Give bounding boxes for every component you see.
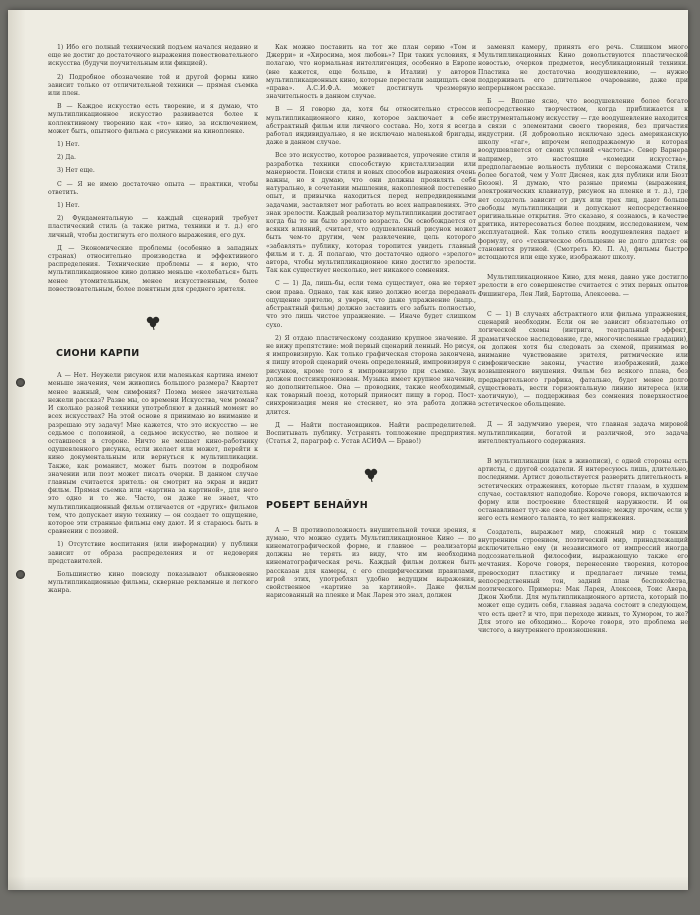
paragraph: Мультипликационное Кино, для меня, давно уже достигло зрелости в его совершенстве считается с этих первых опытов Фишингера, Лен Лий, Бартоша, Алексеева. — — [478, 274, 688, 298]
paragraph: Большинство кино повсюду показывают обыкновенно мультипликационные фильмы, скверные рекламные и легкого жанра. — [48, 570, 258, 595]
clover-ornament-icon — [341, 466, 401, 482]
paragraph: Б — Вполне ясно, что воодушевление более богато непосредственно творчеством, когда приближается к инструментальному искусству — где воодушевление находится в связи с элементами своего творения, без причастия индустрии. (Я добровольно исключаю здесь американскую школу «гаг», впрочем неподражаемую и которая воодушевляется от своих условий «частоты». Север Варнера например, это настоящие «комедии искусства», предполагаемые вольность публики с персонажами Стиля, более богатой, чем у Уолт Диснея, как для публики или Бюзт Бюзон). Я думаю, что разные приемы (выражения, электронических клавиатур, рисунок на пленке и т. д.), где нет создатель зависит от двух или трех лиц, дают больше свободы мультипликации и допускают непосредственное оригинальные открытия. Это сказано, я сознаюсь, в качестве критика, интересоваться более поздним, исследованием, чем эксплуатацией. Как только стиль воодушевления падает в формулу, его «техническое обольщение не долго длится: он становится рутиной. (Смотреть Ю. П. А), фильмы быстро истощаются или еще хуже, изображают школу. — [478, 98, 688, 262]
paragraph: 1) Нет. — [57, 141, 80, 149]
section-heading-robert-benayoun: РОБЕРТ БЕНАЙУН — [266, 500, 368, 512]
page-binding-edge — [8, 10, 26, 890]
paragraph: 3) Нет еще. — [57, 167, 95, 175]
paragraph: 2) Я отдаю пластическому созданию крупное значение. Я не вижу препятствие: мой первый сценарий ленный. Но рисуя, я импровизирую. Как только графическая сторона закончена, я пишу второй сценарий очень определенный, импровизируя с рисунков, кроме того я импровизирую при съемке. Звук должен постсинхронизован. Музыка имеет крупное значение, но дополнительное. Она — проводник, также необходимый, как товарный поезд, который приносит пищу в город. Пост-синхронизация меня не стесняет, но эта работа должна длится. — [266, 334, 476, 416]
paragraph: Д — Найти постановщиков. Найти распределителей. Воспитывать публику. Устранять топложение предприятия. (Статья 2, параграф с. Устав АСИФА — Браво!) — [266, 421, 476, 446]
paragraph: Д — Экономические проблемы (особенно в западных странах) относительно производства и эффективного распределения. Технические проблемы — я верю, что мультипликационное кино должно меньше «колебаться» быть менее утомительным, менее искусственным, более повествовательным, более понятным для среднего зрителя. — [48, 244, 258, 293]
paragraph: С — 1) Да, лишь-бы, если тема существует, она не теряет свои права. Однако, так как кино должно всегда передавать ощущение зрителю, я уверен, что даже упражнение (напр., абстрактный фильм) должно заставить его забыть полностью, что это лишь чистое упражнение. — Иначе будет слишком сухо. — [266, 280, 476, 329]
paragraph: С — Я не имею достаточно опыта — практики, чтобы ответить. — [48, 180, 258, 196]
page-bottom-shadow — [8, 876, 688, 890]
clover-ornament-icon — [123, 314, 183, 330]
paragraph: В мультипликации (как в живописи), с одной стороны есть артисты, с другой создатели. Я интересуюсь лишь, длительно, последними. Артист довольствуется разверить длительность в эстетических отражениях, которые льстят глазам, в худшем случае, составляют наподобие. Короче говоря, включаются в форму или построение блестящей наружности. И он останавливает тут-же свое напряжение; между прочим, если у него есть немного таланта, то нет напряжения. — [478, 457, 688, 523]
paragraph: В — Я говорю да, хотя бы относительно стрессов мультипликационного кино, которое заключает в себе абстрактный фильм или личного состава. Но, хотя я всегда работал индивидуально, я не исключаю маленькой бригады, даже в данном случае. — [266, 106, 476, 147]
paragraph: 1) Ибо его полный технический подъем начался недавно и еще не достиг до достаточного выражения повествовательного искусства (будучи поучительным или фикцией). — [48, 44, 258, 68]
paragraph: Все это искусство, которое развивается, упрочение стиля и разработка техники способствую кристаллизации или манерности. Поиски стиля и новых способов выражения очень важны, но я думаю, что они должны проявлять себя натурально, в сочетании мышления, накопленной постепенно опыт, и привычка находиться перед непредвиденными задачами, заставляет мог работать во всех направлениях. Это знак зрелости. Каждый реализатор мультипликации достигает когда бы то ни было зрелого возраста. Он освобождается от всяких влияний, считает, что одушевленный рисунок может быть чем-то другим, чем развлечение, цель которого «забавлять» публику, которая торопится увидеть главный фильм и т. д. Я полагаю, что достаточно одного «зрелого» автора, чтобы мультипликационное кино достигло зрелости. Так как существует несколько, нет никакого сомнения. — [266, 152, 476, 275]
text-column-3 — [478, 44, 688, 640]
document-page — [8, 10, 688, 890]
paragraph: 2) Подробное обозначение той и другой формы кино зависит только от отличительной техники — прямая съемка или плен. — [48, 73, 258, 98]
text-column-2 — [266, 44, 476, 605]
paragraph: заменял камеру, принять его речь. Слишком много Мультипликационных Кино довольствуются пластической новостью, очерков предметов, несубликационный техники. Пластика не достаточна воодушевлению, — нужно поддерживать его длительное очарование, даже при непрерывном рассказе. — [478, 44, 688, 93]
paragraph: Создатель, выражает мир, сложный мир с тонким внутренним строением, поэтический мир, принадлежащий исключительно ему (и независимого от импрессий иногда подсознательной философии, выражающую также его мечтания. Короче говоря, перенесение творения, которое превосходит пластику и предлагает личные темы, непосредственный тон, задний план беспокойства, поэтического. Примеры: Мак Ларен, Алексеев, Тоис Авера, Джон Хюбли. Для мультипликационного артиста, который по может еще судить себя, главная задача состоит в следующем, что есть цвет? и что, при переходе живых, то Хумором, то же? Для этого не обходимо... Короче говоря, это проблема не чистого, а внутреннего произношения. — [478, 528, 688, 634]
paragraph: Как можно поставить на тот же план серию «Том и Джерри» и «Хиросима, моя любовь»? При таких условиях, я полагаю, что нормальная интеллигенция, особенно в Европе (вне кажется, еще больше, в Италии) у авторов мультипликационных кино, которые перестали защищать свои «права». А.С.И.Ф.А. может достигнуть чрезмерную значительность в данном случае. — [266, 44, 476, 101]
punch-hole-top — [16, 378, 25, 387]
paragraph: 1) Нет. — [57, 202, 80, 210]
punch-hole-bottom — [16, 570, 25, 579]
section-heading-sioni-karpi: СИОНИ КАРПИ — [56, 348, 140, 360]
paragraph: А — В противоположность внушительной точки зрения, я думаю, что можно судить Мультипликационное Кино — по кинематографической форме, и главное — реализаторы должны не терять из виду, что им необходима кинематографическая речь. Каждый фильм должен быть рассказан для камеры, с его специфическими правилами, игрой этих, употреблял удобно ведущим выражения, свойственное «картине за картиной». Даже фильм нарисованный на пленке и Мак Ларен это знал, должен — [266, 526, 476, 600]
paragraph: 2) Да. — [57, 154, 77, 162]
paragraph: 1) Отсутствие воспитания (или информации) у публики зависит от образа распределения и от недоверия представителей. — [48, 541, 258, 565]
paragraph: Д — Я задумчиво уверен, что главная задача мировой мультипликации, богатой и различной, это задача интеллектуального содержания. — [478, 421, 688, 445]
text-column-1 — [48, 44, 258, 601]
paragraph: А — Нет. Неужели рисунок или маленькая картина имеют меньше значения, чем живопись большого размера? Квартет менее важный, чем симфония? Поэма менее значительна нежели рассказ? Разве мы, со времени Искусства, чем роман? И сколько разной техники употребляют в данный момент во всех искусствах? На этой основе я принимаю во внимание и разрешаю эту задачу! Мне кажется, что это искусство — не седьмое с половиной, а седьмое искусство, не полное и оставшееся в стороне. Ничто не мешает кино-работнику одушевленного рисунка, если желает или может, перейти к кино документальным или вернуться к мультипликации. Также, как романист, может быть поэтом в подробном значении или поэт может писать очерки. В данном случае главным считается зритель: он смотрит на экран и видит фильм. Прямая съемка или «картина за картиной», для него это одно и то же. Часто, он даже не знает, что мультипликационный фильм отличается от «других» фильмов тем, что допускает иную технику — он создает то ощущение, которое эти странные фильмы ему дают. И я стараюсь быть в сравнении с поэзией. — [48, 372, 258, 536]
paragraph: С — 1) В случаях абстрактного или фильма упражнения, сценарий необходим. Если он не зависит обязательно от логической схемы (интрига, театральный эффект, драматическое наследование, где, многочисленные градации), он должен хотя бы следовать за схемой, принимая во внимание чувствование зрителя, ритмические или симфонические законы, участие изображений, даже возвышенного внушения. Фильм без всякого плана, без предварительного графика, фатально, будет менее долго существовать, вести горизонтальную линию интереса (или хаотичную), — поддерживая без сомнения поверхностное эстетическое обольщение. — [478, 310, 688, 409]
paragraph: 2) Фундаментальную — каждый сценарий требует пластический стиль (а также ритма, техники и т. д.) его личный, чтобы достигнуть его полного выражения, его дух. — [48, 215, 258, 239]
paragraph: В — Каждое искусство есть творение, и я думаю, что мультипликационное искусство развивается более к коллективному творению как «то» кино, за исключением, может быть, опытного фильма с рисунками на кинопленке. — [48, 103, 258, 135]
